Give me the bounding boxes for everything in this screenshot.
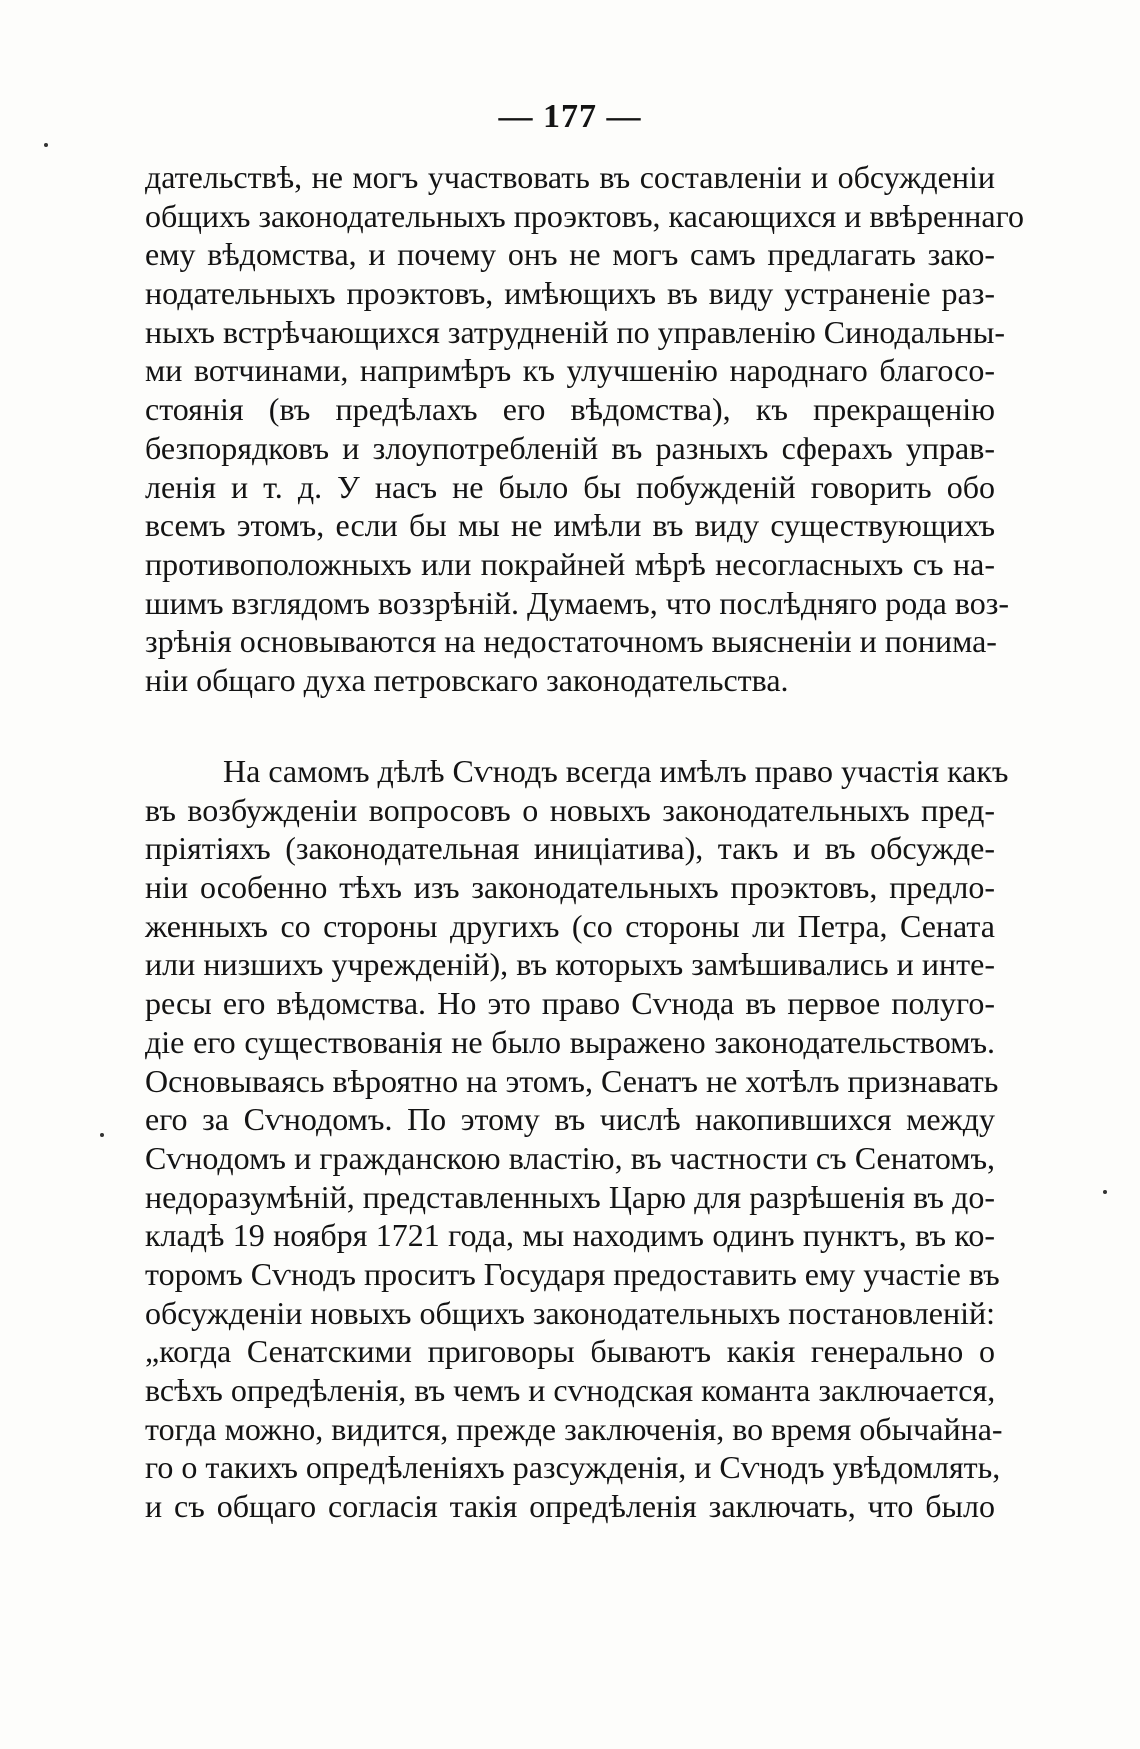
text-line: ми вотчинами, напримѣръ къ улучшенію народнаго благосо- <box>145 352 995 389</box>
text-line: Основываясь вѣроятно на этомъ, Сенатъ не хотѣлъ признавать <box>145 1062 999 1099</box>
text-line: шимъ взглядомъ воззрѣній. Думаемъ, что послѣдняго рода воз- <box>145 584 1010 621</box>
text-line: женныхъ со стороны другихъ (со стороны ли Петра, Сената <box>145 907 995 944</box>
text-line: или низшихъ учрежденій), въ которыхъ замѣшивались и инте- <box>145 946 995 983</box>
text-line: обсужденіи новыхъ общихъ законодательныхъ постановленій: <box>145 1294 995 1331</box>
text-line: недоразумѣній, представленныхъ Царю для разрѣшенія въ до- <box>145 1178 995 1215</box>
text-line: его за Сѵнодомъ. По этому въ числѣ накопившихся между <box>145 1101 995 1138</box>
scan-speck <box>1103 1190 1107 1194</box>
text-line: безпорядковъ и злоупотребленій въ разныхъ сферахъ управ- <box>145 429 995 466</box>
page-number: — 177 — <box>498 98 642 135</box>
scan-speck <box>100 1133 104 1137</box>
text-line: противоположныхъ или покрайней мѣрѣ несогласныхъ съ на- <box>145 545 995 582</box>
text-line: ему вѣдомства, и почему онъ не могъ самъ предлагать зако- <box>145 236 995 273</box>
text-line: го о такихъ опредѣленіяхъ разсужденія, и Сѵнодъ увѣдомлять, <box>145 1449 1001 1486</box>
text-line: нодательныхъ проэктовъ, имѣющихъ въ виду устраненіе раз- <box>145 275 995 312</box>
text-line: Сѵнодомъ и гражданскою властію, въ частности съ Сенатомъ, <box>145 1139 995 1176</box>
text-line: ресы его вѣдомства. Но это право Сѵнода въ первое полуго- <box>145 985 995 1022</box>
paragraph-1 <box>145 158 1024 700</box>
text-line: зрѣнія основываются на недостаточномъ выясненіи и понима- <box>145 623 997 660</box>
text-line: ленія и т. д. У насъ не было бы побужденій говорить обо <box>145 468 995 505</box>
text-line: ніи общаго духа петровскаго законодательства. <box>145 661 789 698</box>
text-line: пріятіяхъ (законодательная иниціатива), такъ и въ обсужде- <box>145 830 995 867</box>
text-line: и съ общаго согласія такія опредѣленія заключать, что было <box>145 1488 995 1525</box>
text-line: стоянія (въ предѣлахъ его вѣдомства), къ прекращенію <box>145 391 995 428</box>
text-line: На самомъ дѣлѣ Сѵнодъ всегда имѣлъ право участія какъ <box>223 753 1009 789</box>
text-line: всѣхъ опредѣленія, въ чемъ и сѵнодская команта заключается, <box>145 1372 996 1408</box>
paragraph-2 <box>145 752 1009 1526</box>
text-line: „когда Сенатскими приговоры бываютъ какія генерально о <box>145 1333 995 1370</box>
text-line: въ возбужденіи вопросовъ о новыхъ законодательныхъ пред- <box>145 791 995 828</box>
text-line: діе его существованія не было выражено законодательствомъ. <box>145 1023 995 1060</box>
text-line: ніи особенно тѣхъ изъ законодательныхъ проэктовъ, предло- <box>145 869 995 906</box>
text-line: дательствѣ, не могъ участвовать въ составленіи и обсужденіи <box>145 159 995 195</box>
text-line: торомъ Сѵнодъ проситъ Государя предоставить ему участіе въ <box>145 1255 1000 1292</box>
text-line: всемъ этомъ, если бы мы не имѣли въ виду существующихъ <box>145 507 995 544</box>
text-line: кладѣ 19 ноября 1721 года, мы находимъ одинъ пунктъ, въ ко- <box>145 1217 995 1254</box>
text-line: общихъ законодательныхъ проэктовъ, касающихся и ввѣреннаго <box>145 197 1024 234</box>
scan-speck <box>44 143 48 147</box>
text-line: ныхъ встрѣчающихся затрудненій по управленію Синодальны- <box>145 313 1006 350</box>
text-line: тогда можно, видится, прежде заключенія, во время обычайна- <box>145 1410 1003 1447</box>
